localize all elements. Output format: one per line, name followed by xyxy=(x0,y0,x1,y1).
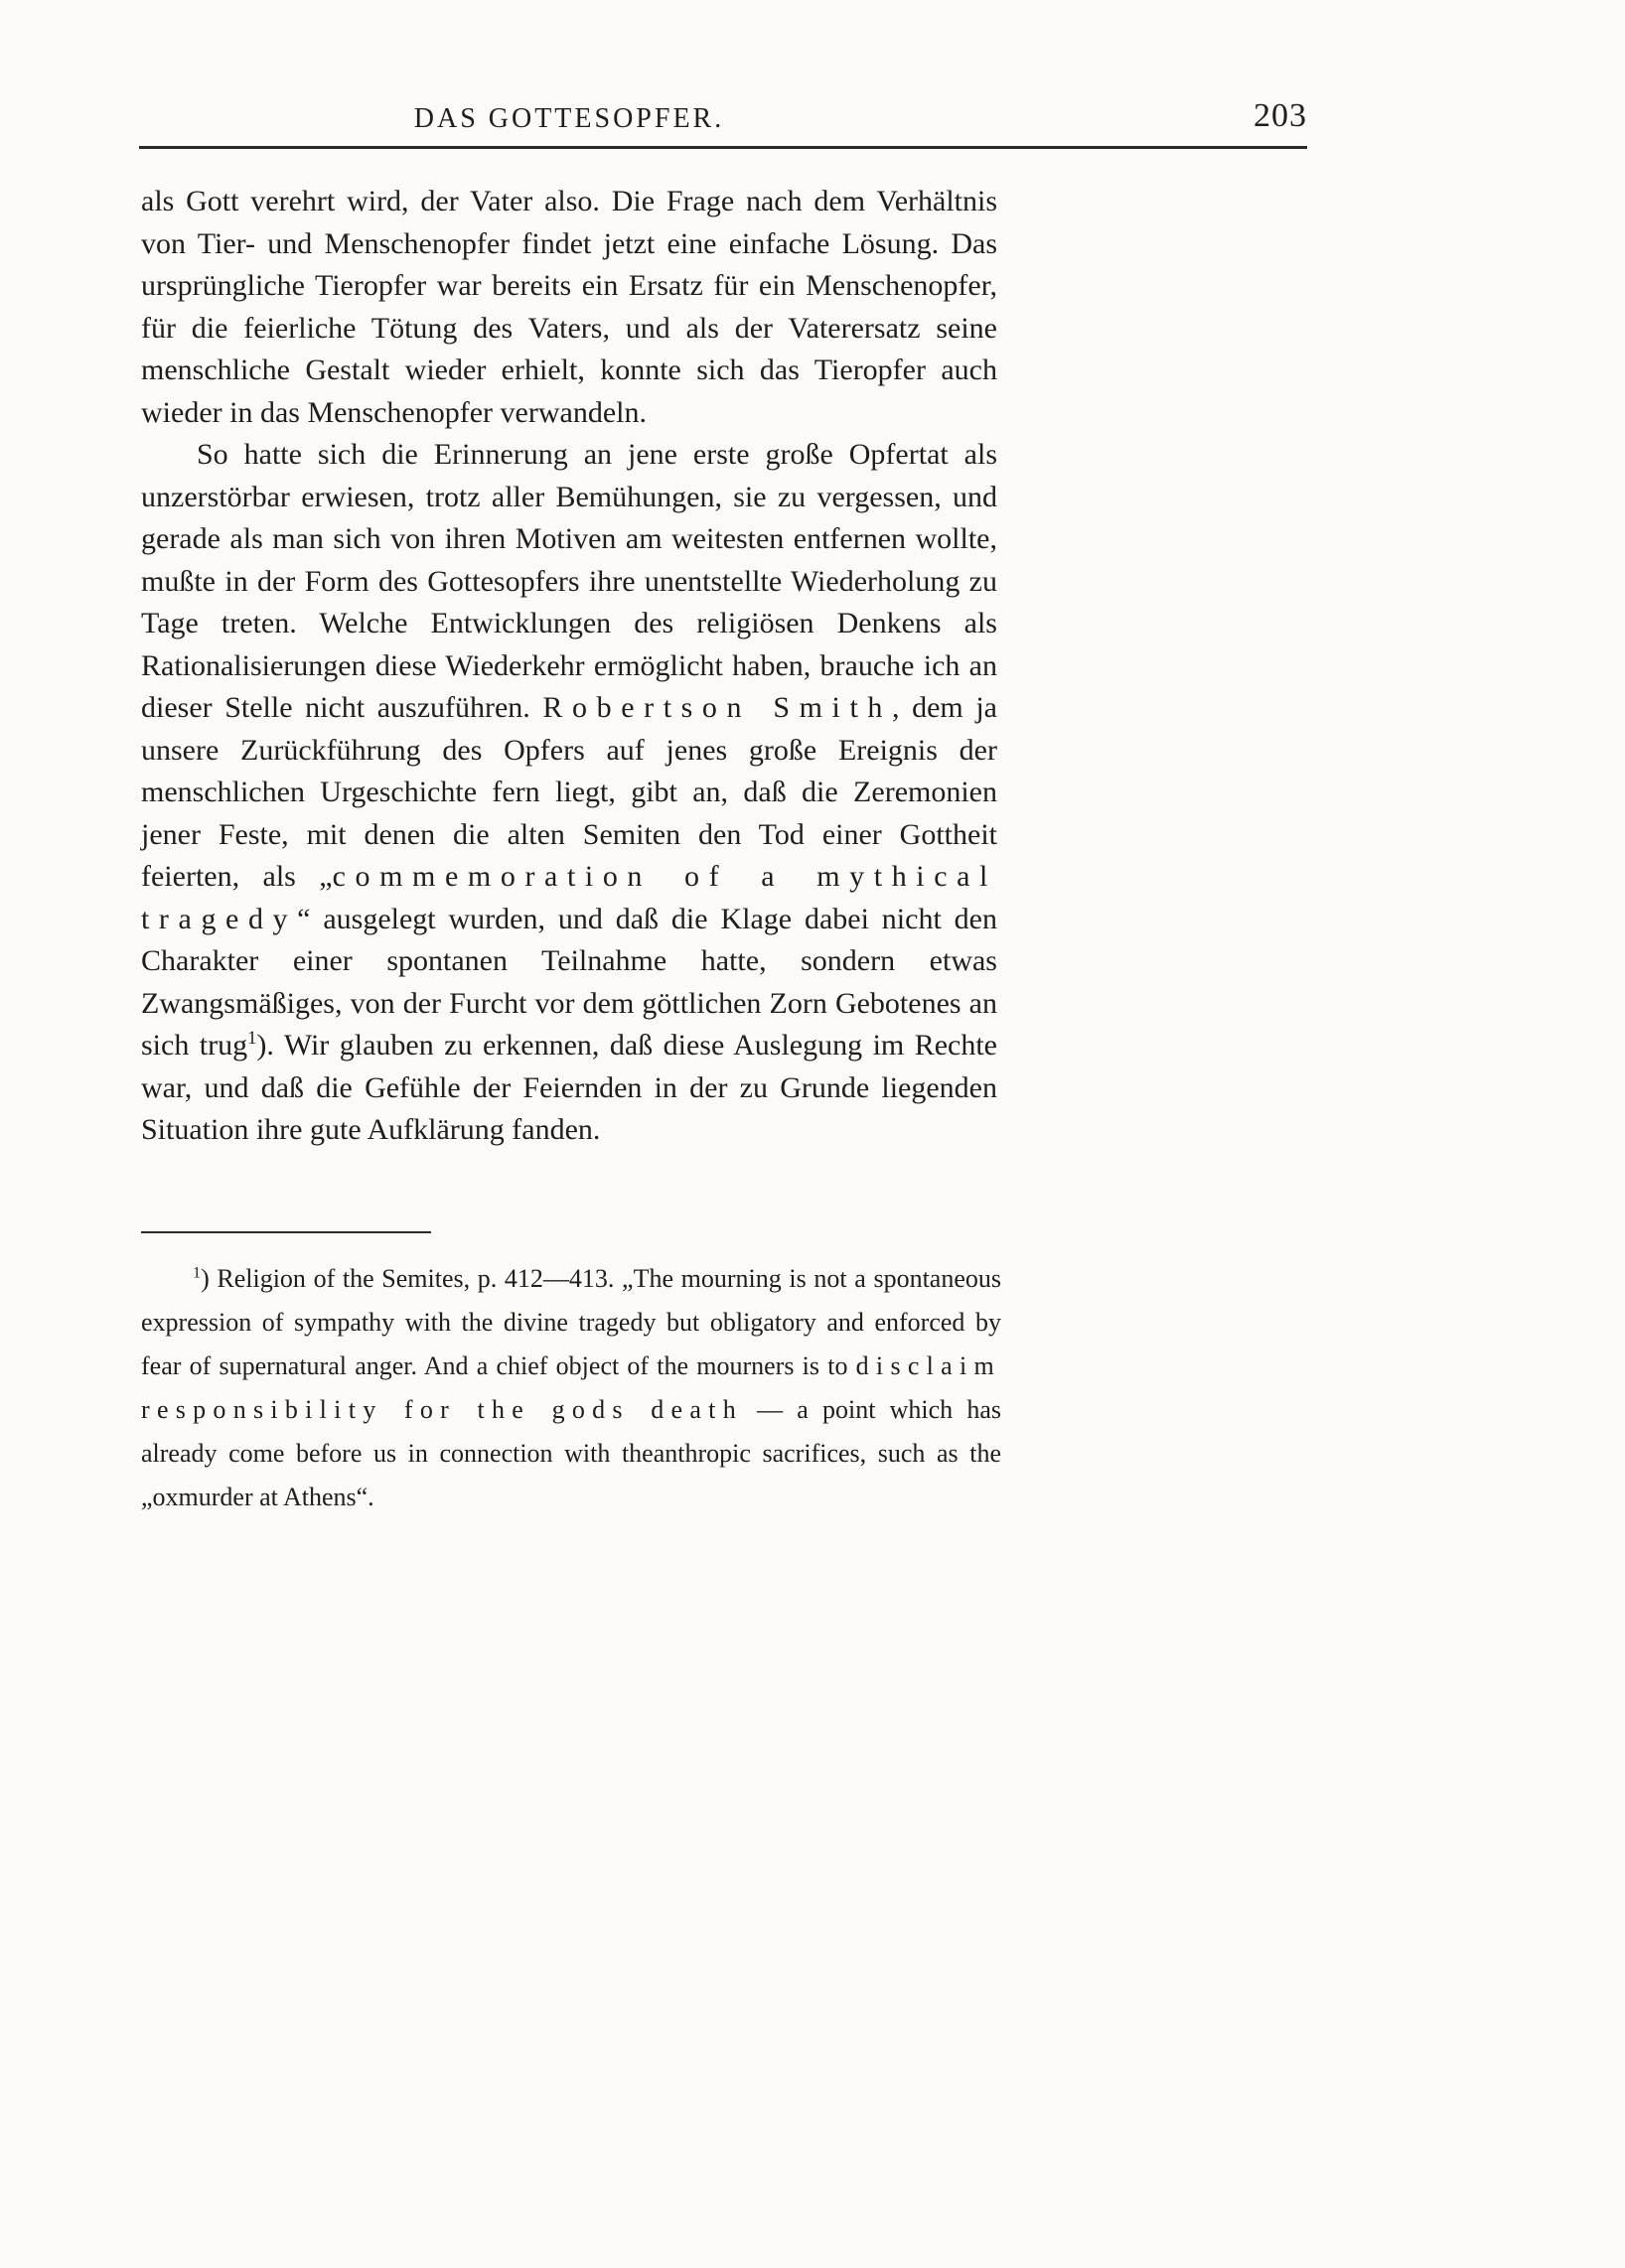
text-segment: ). Wir glauben zu erkennen, daß diese Auslegung im Rechte war, und daß die Gefühle der Feiernden in der zu Grunde liegenden Situation ihre gute Aufklärung fanden. xyxy=(141,1029,997,1146)
header-rule xyxy=(139,146,1307,149)
letterspaced-text: Robertson Smith xyxy=(542,691,893,724)
body-text xyxy=(141,181,997,1152)
footnote-paragraph xyxy=(141,1257,1001,1519)
text-segment: — a point which has already come before us in connection with theanthropic sacrifices, such as the „oxmurder at Athens“. xyxy=(141,1395,1001,1511)
footnote xyxy=(141,1257,1001,1519)
text-segment: , dem ja unsere Zurückführung des Opfers auf jenes große Ereignis der menschlichen Urgeschichte fern liegt, gibt an, daß die Zeremonien jener Feste, mit denen die alten Semiten den Tod einer Gottheit feierten, als „ xyxy=(141,691,997,893)
footnote-separator-rule xyxy=(141,1231,431,1233)
letterspaced-text: disclaim responsibility for the gods death xyxy=(141,1351,1001,1424)
text-segment: als Gott verehrt wird, der Vater also. Die Frage nach dem Verhältnis von Tier- und Menschenopfer findet jetzt eine einfache Lösung. Das ursprüngliche Tieropfer war bereits ein Ersatz für ein Menschenopfer, für die feierliche Tötung des Vaters, und als der Vaterersatz seine menschliche Gestalt wieder erhielt, konnte sich das Tieropfer auch wieder in das Menschenopfer verwandeln. xyxy=(141,185,997,429)
page-number: 203 xyxy=(1254,97,1307,134)
paragraph xyxy=(141,181,997,434)
footnote-marker: 1 xyxy=(193,1264,202,1282)
letterspaced-text: commemoration of a mythical tragedy xyxy=(141,860,997,935)
page-header xyxy=(141,97,1307,143)
text-segment: ) Religion of the Semites, p. 412—413. „The mourning is not a spontaneous expression of sympathy with the divine tragedy but obligatory and enforced by fear of supernatural anger. And a chief object of the mourners is to xyxy=(141,1264,1001,1380)
running-title: DAS GOTTESOPFER. xyxy=(413,103,725,134)
footnote-marker: 1 xyxy=(247,1028,257,1049)
text-segment: So hatte sich die Erinnerung an jene erste große Opfertat als unzerstörbar erwiesen, trotz aller Bemühungen, sie zu vergessen, und gerade als man sich von ihren Motiven am weitesten entfernen wollte, mußte in der Form des Gottesopfers ihre unentstellte Wiederholung zu Tage treten. Welche Entwicklungen des religiösen Denkens als Rationalisierungen diese Wiederkehr ermöglicht haben, brauche ich an dieser Stelle nicht auszuführen. xyxy=(141,438,997,724)
paragraph xyxy=(141,434,997,1152)
text-segment: “ ausgelegt wurden, und daß die Klage dabei nicht den Charakter einer spontanen Teilnahme hatte, sondern etwas Zwangsmäßiges, von der Furcht vor dem göttlichen Zorn Gebotenes an sich trug xyxy=(141,902,997,1062)
